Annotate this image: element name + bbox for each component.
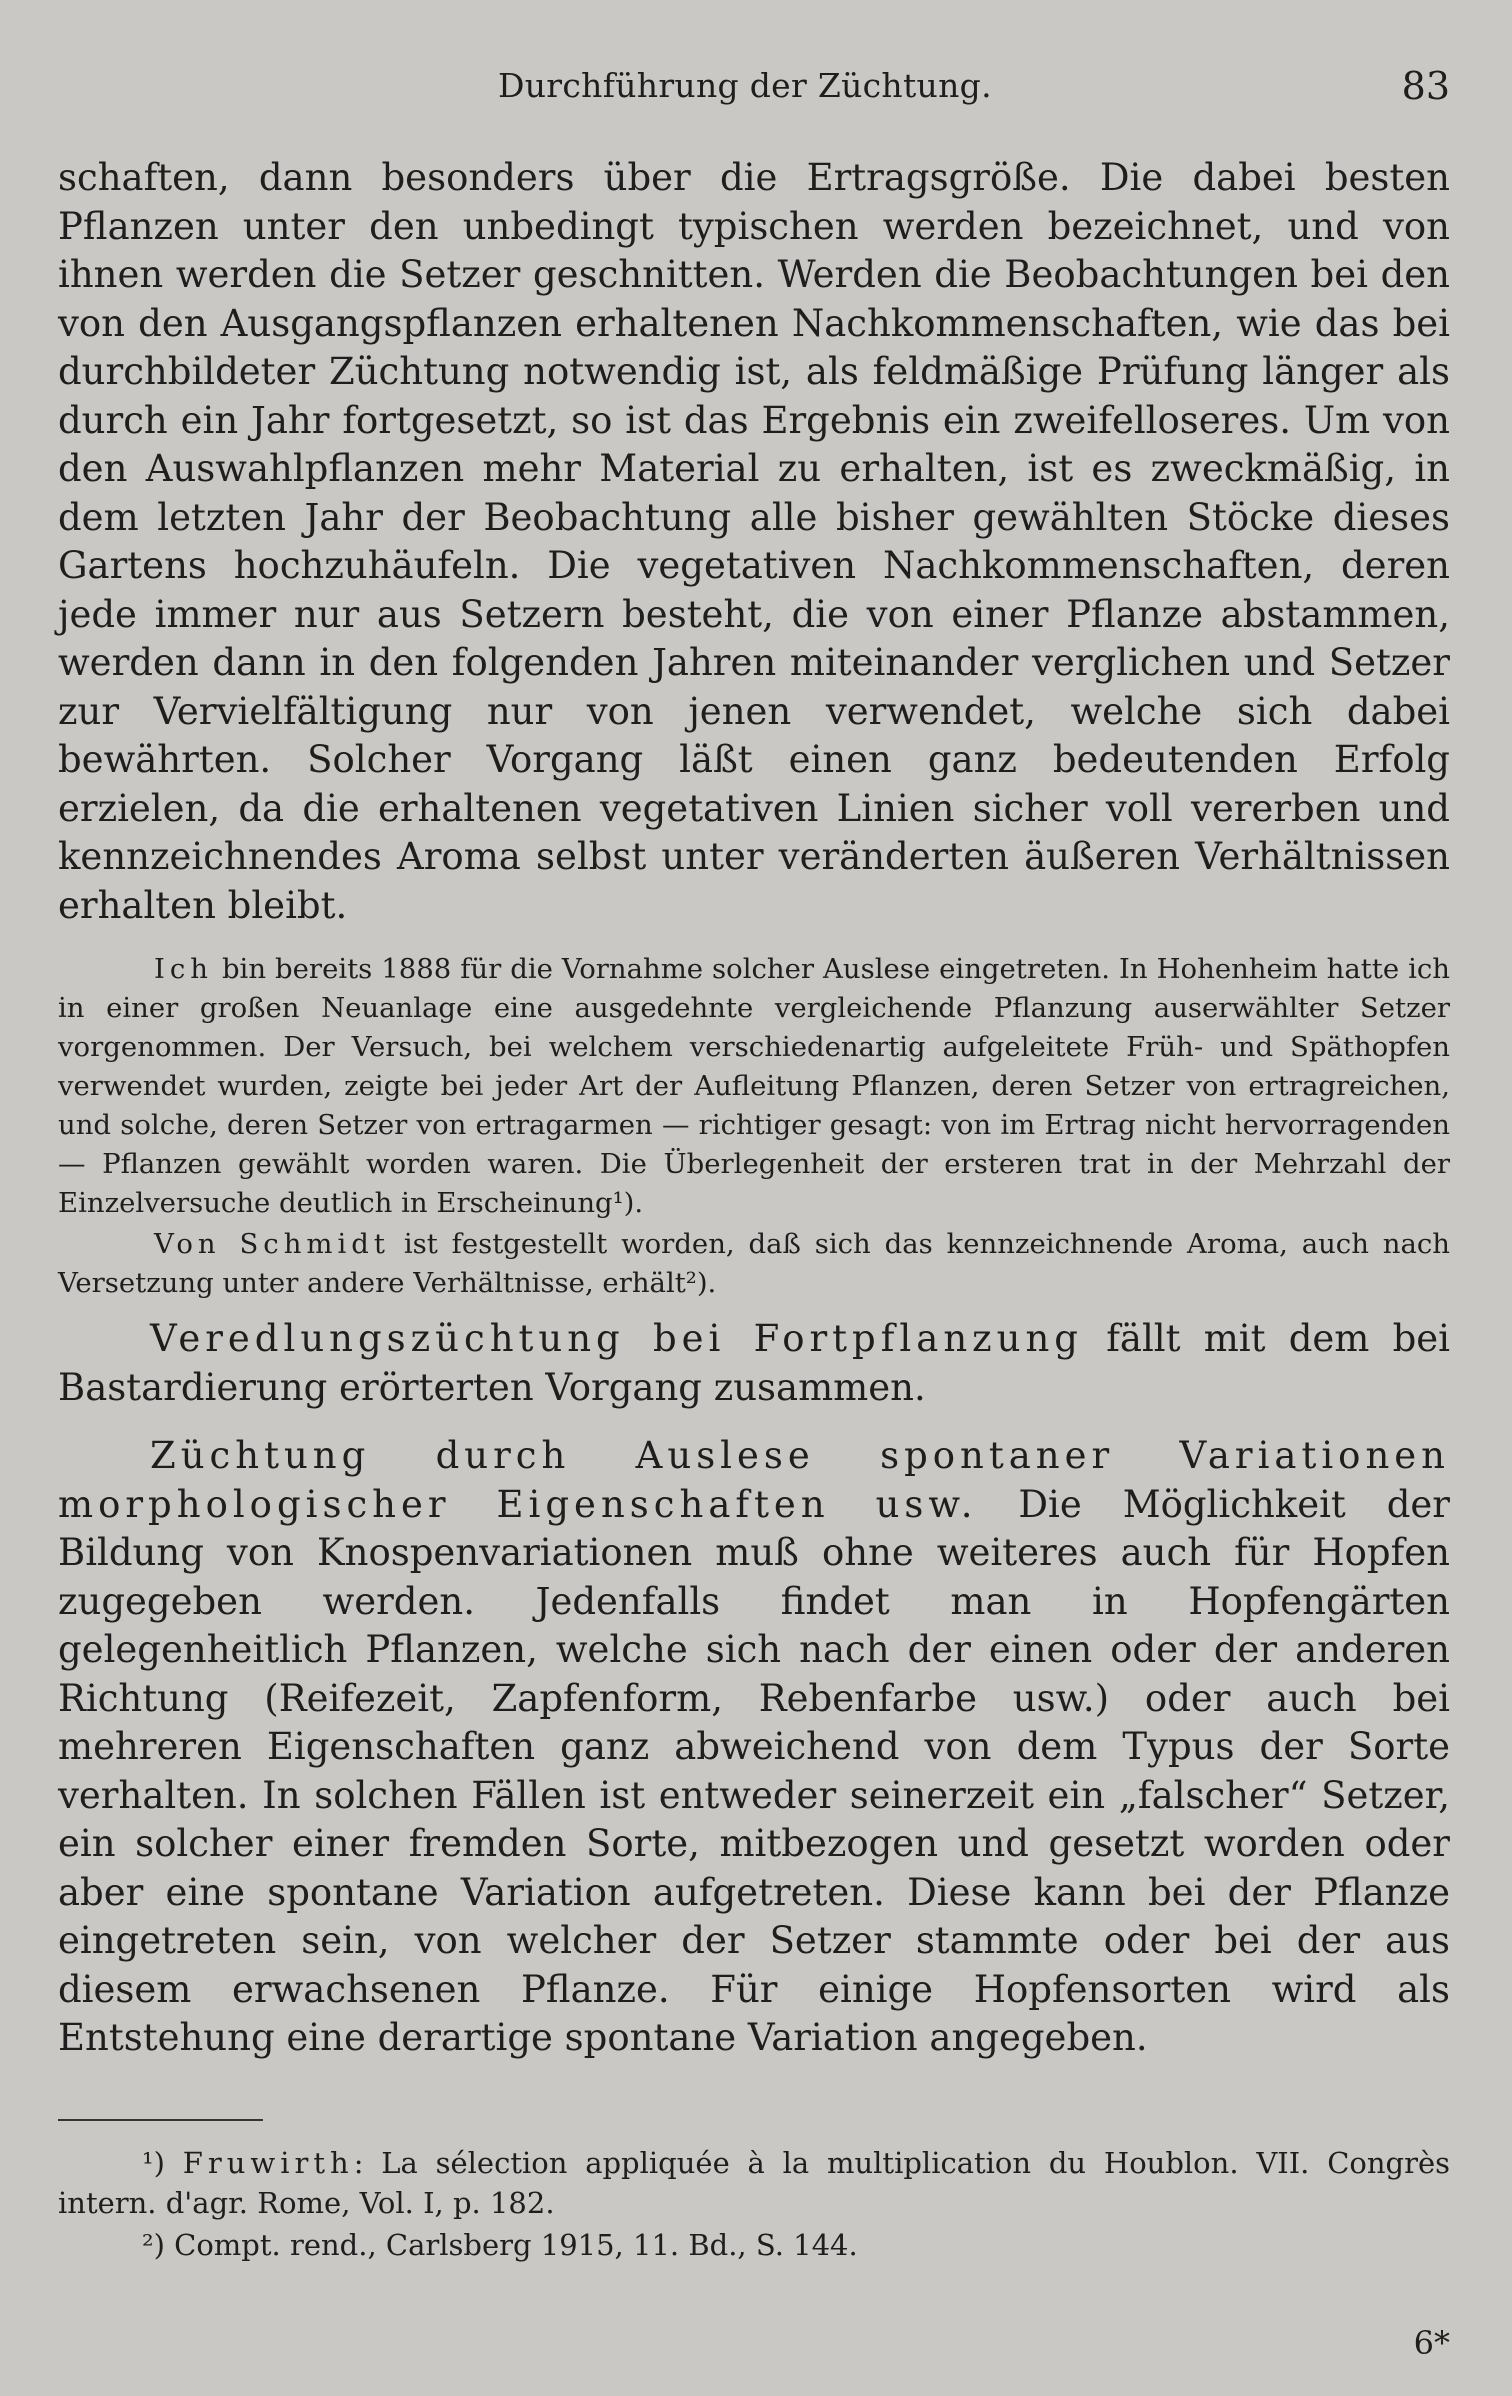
small-paragraph-1 — [58, 950, 1450, 1223]
paragraph-1: schaften, dann besonders über die Ertragsgröße. Die dabei besten Pflanzen unter den unbedingt typischen werden bezeichnet, und von ihnen werden die Setzer geschnitten. Werden die Beobachtungen bei den von den Ausgangspflanzen erhaltenen Nachkommenschaften, wie das bei durchbildeter Züchtung notwendig ist, als feldmäßige Prüfung länger als durch ein Jahr fortgesetzt, so ist das Ergebnis ein zweifelloseres. Um von den Auswahlpflanzen mehr Material zu erhalten, ist es zweckmäßig, in dem letzten Jahr der Beobachtung alle bisher gewählten Stöcke dieses Gartens hochzuhäufeln. Die vegetativen Nachkommenschaften, deren jede immer nur aus Setzern besteht, die von einer Pflanze abstammen, werden dann in den folgenden Jahren miteinander verglichen und Setzer zur Vervielfältigung nur von jenen verwendet, welche sich dabei bewährten. Solcher Vorgang läßt einen ganz bedeutenden Erfolg erzielen, da die erhaltenen vegetativen Linien sicher voll vererben und kennzeichnendes Aroma selbst unter veränderten äußeren Verhältnissen erhalten bleibt. — [58, 156, 1450, 927]
footnote-2: ²) Compt. rend., Carlsberg 1915, 11. Bd., S. 144. — [142, 2227, 858, 2262]
footnote-1-marker: ¹) — [142, 2145, 183, 2180]
footnote-rule — [58, 2119, 263, 2121]
signature-mark: 6* — [1413, 2324, 1450, 2362]
main-text — [58, 154, 1450, 2063]
running-title: Durchführung der Züchtung. — [498, 66, 992, 105]
footnote-1-author: Fruwirth — [182, 2145, 354, 2180]
paragraph-2-heading: Veredlungszüchtung bei Fortpflanzung — [150, 1317, 1083, 1360]
footnote-1 — [58, 2143, 1450, 2223]
paragraph-3-heading: Züchtung durch Auslese spontaner Variationen morphologischer Eigenschaften usw. — [58, 1434, 1450, 1526]
footnote-1-text: : La sélection appliquée à la multiplication du Houblon. VII. Congrès intern. d'agr. Rome, Vol. I, p. 182. — [58, 2145, 1450, 2220]
small-paragraph-2-text: ist festgestellt worden, daß sich das kennzeichnende Aroma, auch nach Versetzung unter andere Verhältnisse, erhält²). — [58, 1228, 1450, 1299]
paragraph-2 — [58, 1315, 1450, 1412]
author-name-ich: Ich — [154, 953, 213, 985]
small-print-block — [58, 950, 1450, 1303]
small-paragraph-2 — [58, 1225, 1450, 1303]
paragraph-2-text: fällt mit dem bei Bastardierung erörterten Vorgang zusammen. — [58, 1317, 1450, 1409]
small-paragraph-1-text: bin bereits 1888 für die Vornahme solcher Auslese eingetreten. In Hohenheim hatte ich in einer großen Neuanlage eine ausgedehnte vergleichende Pflanzung auserwählter Setzer vorgenommen. Der Versuch, bei welchem verschiedenartig aufgeleitete Früh- und Späthopfen verwendet wurden, zeigte bei jeder Art der Aufleitung Pflanzen, deren Setzer von ertragreichen, und solche, deren Setzer von ertragarmen — richtiger gesagt: von im Ertrag nicht hervorragenden — Pflanzen gewählt worden waren. Die Überlegenheit der ersteren trat in der Mehrzahl der Einzelversuche deutlich in Erscheinung¹). — [58, 953, 1450, 1219]
running-head — [58, 0, 1450, 112]
paragraph-3-text: Die Möglichkeit der Bildung von Knospenvariationen muß ohne weiteres auch für Hopfen zugegeben werden. Jedenfalls findet man in Hopfengärten gelegenheitlich Pflanzen, welche sich nach der einen oder der anderen Richtung (Reifezeit, Zapfenform, Rebenfarbe usw.) oder auch bei mehreren Eigenschaften ganz abweichend von dem Typus der Sorte verhalten. In solchen Fällen ist entweder seinerzeit ein „falscher“ Setzer, ein solcher einer fremden Sorte, mitbezogen und gesetzt worden oder aber eine spontane Variation aufgetreten. Diese kann bei der Pflanze eingetreten sein, von welcher der Setzer stammte oder bei der aus diesem erwachsenen Pflanze. Für einige Hopfensorten wird als Entstehung eine derartige spontane Variation angegeben. — [58, 1482, 1450, 2059]
author-name-schmidt: Von Schmidt — [154, 1228, 390, 1260]
page-number: 83 — [1401, 64, 1450, 108]
paragraph-3 — [58, 1432, 1450, 2063]
footnotes — [58, 2143, 1450, 2265]
